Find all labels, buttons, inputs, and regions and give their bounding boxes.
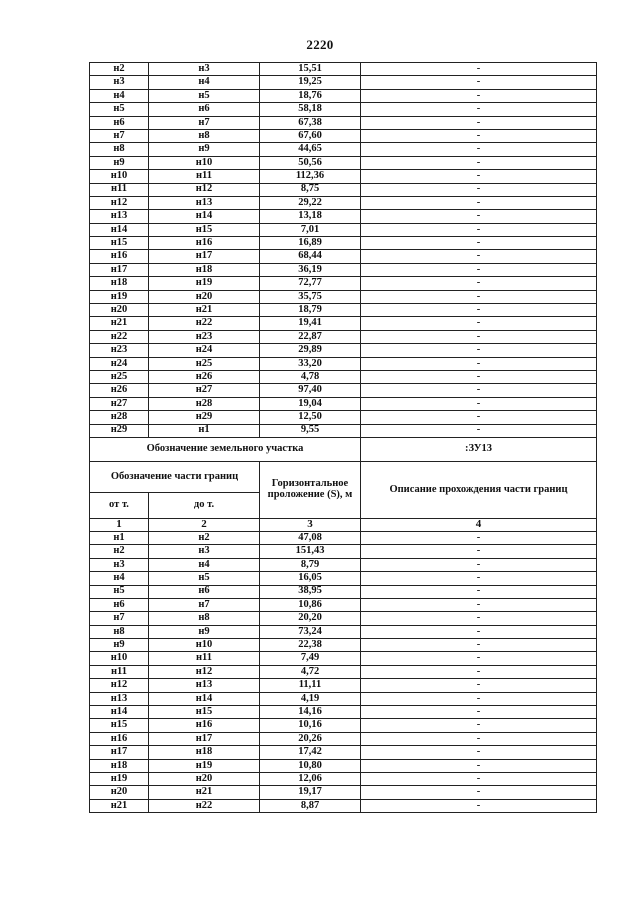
table-row [90, 612, 597, 625]
table-row [90, 63, 597, 76]
table-row [90, 156, 597, 169]
from-point: н25 [90, 370, 149, 383]
boundary-description: - [361, 612, 597, 625]
horizontal-distance: 18,76 [260, 89, 361, 102]
table-row [90, 531, 597, 544]
horizontal-distance: 14,16 [260, 706, 361, 719]
to-point: н3 [149, 545, 260, 558]
table-row [90, 786, 597, 799]
horizontal-distance: 19,41 [260, 317, 361, 330]
to-point: н21 [149, 786, 260, 799]
boundary-description: - [361, 330, 597, 343]
from-point: н22 [90, 330, 149, 343]
horizontal-distance: 8,87 [260, 799, 361, 812]
horizontal-distance: 12,06 [260, 772, 361, 785]
table-row [90, 397, 597, 410]
to-point: н10 [149, 639, 260, 652]
from-point: н11 [90, 183, 149, 196]
horizontal-distance: 11,11 [260, 679, 361, 692]
to-point: н20 [149, 772, 260, 785]
to-point: н3 [149, 63, 260, 76]
horizontal-distance: 29,89 [260, 344, 361, 357]
horizontal-distance: 18,79 [260, 304, 361, 317]
from-point: н11 [90, 665, 149, 678]
horizontal-distance: 67,60 [260, 129, 361, 142]
table-row [90, 250, 597, 263]
horizontal-distance: 20,26 [260, 732, 361, 745]
from-point: н19 [90, 290, 149, 303]
to-point: н16 [149, 237, 260, 250]
table-row [90, 116, 597, 129]
from-point: н18 [90, 759, 149, 772]
boundary-description: - [361, 746, 597, 759]
from-point: н2 [90, 63, 149, 76]
from-point: н9 [90, 639, 149, 652]
horizontal-distance: 17,42 [260, 746, 361, 759]
from-point: н5 [90, 103, 149, 116]
to-point: н9 [149, 143, 260, 156]
boundary-description: - [361, 397, 597, 410]
to-point: н1 [149, 424, 260, 437]
from-point: н28 [90, 411, 149, 424]
from-point: н10 [90, 170, 149, 183]
horizontal-distance: 68,44 [260, 250, 361, 263]
to-point: н6 [149, 585, 260, 598]
to-point: н8 [149, 129, 260, 142]
boundary-description: - [361, 639, 597, 652]
from-point: н15 [90, 719, 149, 732]
boundary-description: - [361, 357, 597, 370]
boundary-description: - [361, 196, 597, 209]
horizontal-distance: 10,86 [260, 598, 361, 611]
horizontal-distance: 67,38 [260, 116, 361, 129]
table-row [90, 545, 597, 558]
horizontal-distance: 4,19 [260, 692, 361, 705]
boundary-description: - [361, 237, 597, 250]
table-row [90, 706, 597, 719]
table-row [90, 719, 597, 732]
table-row [90, 652, 597, 665]
boundary-description: - [361, 665, 597, 678]
to-point: н18 [149, 746, 260, 759]
to-point: н12 [149, 183, 260, 196]
to-point: н22 [149, 799, 260, 812]
table-row [90, 304, 597, 317]
to-point: н4 [149, 76, 260, 89]
boundary-description: - [361, 384, 597, 397]
table-row [90, 290, 597, 303]
boundary-description: - [361, 370, 597, 383]
from-point: н6 [90, 116, 149, 129]
to-point: н10 [149, 156, 260, 169]
to-point: н13 [149, 196, 260, 209]
table-row [90, 424, 597, 437]
to-point: н15 [149, 706, 260, 719]
to-point: н26 [149, 370, 260, 383]
horizontal-distance: 12,50 [260, 411, 361, 424]
from-point: н12 [90, 679, 149, 692]
boundary-table-bottom [90, 531, 597, 812]
horizontal-distance: 9,55 [260, 424, 361, 437]
from-point: н23 [90, 344, 149, 357]
from-point: н13 [90, 210, 149, 223]
from-point: н7 [90, 129, 149, 142]
boundary-description: - [361, 89, 597, 102]
horizontal-distance: 112,36 [260, 170, 361, 183]
boundary-description: - [361, 63, 597, 76]
table-row [90, 558, 597, 571]
table-row [90, 210, 597, 223]
part-designation-header: Обозначение части границ [90, 461, 260, 492]
to-point: н4 [149, 558, 260, 571]
to-point: н13 [149, 679, 260, 692]
table-row [90, 89, 597, 102]
horizontal-distance: 35,75 [260, 290, 361, 303]
horizontal-distance: 13,18 [260, 210, 361, 223]
boundary-description: - [361, 531, 597, 544]
table-row [90, 129, 597, 142]
from-point: н7 [90, 612, 149, 625]
horizontal-distance: 8,75 [260, 183, 361, 196]
boundary-description: - [361, 183, 597, 196]
description-header: Описание прохождения части границ [361, 461, 597, 518]
boundary-description: - [361, 143, 597, 156]
table-row [90, 183, 597, 196]
boundary-description: - [361, 732, 597, 745]
from-point: н17 [90, 746, 149, 759]
boundary-description: - [361, 344, 597, 357]
boundary-description: - [361, 129, 597, 142]
from-point: н1 [90, 531, 149, 544]
from-point: н21 [90, 799, 149, 812]
from-point: н24 [90, 357, 149, 370]
to-point: н19 [149, 759, 260, 772]
horizontal-distance: 7,49 [260, 652, 361, 665]
from-point: н14 [90, 223, 149, 236]
boundary-description: - [361, 652, 597, 665]
horizontal-distance: 7,01 [260, 223, 361, 236]
boundary-description: - [361, 719, 597, 732]
from-point-header: от т. [90, 492, 149, 518]
from-point: н5 [90, 585, 149, 598]
to-point: н20 [149, 290, 260, 303]
horizontal-distance: 47,08 [260, 531, 361, 544]
horizontal-distance: 73,24 [260, 625, 361, 638]
horizontal-distance: 29,22 [260, 196, 361, 209]
table-row [90, 357, 597, 370]
from-point: н8 [90, 625, 149, 638]
column-number: 4 [361, 518, 597, 531]
horizontal-distance: 19,17 [260, 786, 361, 799]
from-point: н9 [90, 156, 149, 169]
from-point: н6 [90, 598, 149, 611]
boundary-description: - [361, 772, 597, 785]
boundary-description: - [361, 277, 597, 290]
to-point: н12 [149, 665, 260, 678]
from-point: н2 [90, 545, 149, 558]
table-row [90, 772, 597, 785]
boundary-description: - [361, 572, 597, 585]
from-point: н4 [90, 572, 149, 585]
from-point: н20 [90, 304, 149, 317]
to-point: н29 [149, 411, 260, 424]
to-point: н19 [149, 277, 260, 290]
from-point: н14 [90, 706, 149, 719]
boundary-description: - [361, 786, 597, 799]
boundary-description: - [361, 679, 597, 692]
table-row [90, 170, 597, 183]
boundary-description: - [361, 585, 597, 598]
horizontal-distance: 8,79 [260, 558, 361, 571]
horizontal-distance: 10,16 [260, 719, 361, 732]
table-row [90, 384, 597, 397]
from-point: н10 [90, 652, 149, 665]
column-number: 2 [149, 518, 260, 531]
from-point: н3 [90, 558, 149, 571]
table-row [90, 625, 597, 638]
boundary-description: - [361, 170, 597, 183]
to-point: н17 [149, 250, 260, 263]
to-point: н2 [149, 531, 260, 544]
boundary-description: - [361, 304, 597, 317]
boundary-description: - [361, 250, 597, 263]
table-row [90, 263, 597, 276]
horizontal-distance: 38,95 [260, 585, 361, 598]
column-number: 1 [90, 518, 149, 531]
boundary-description: - [361, 210, 597, 223]
to-point: н14 [149, 210, 260, 223]
table-row [90, 223, 597, 236]
boundary-description: - [361, 625, 597, 638]
column-number: 3 [260, 518, 361, 531]
from-point: н3 [90, 76, 149, 89]
from-point: н13 [90, 692, 149, 705]
to-point: н27 [149, 384, 260, 397]
table-row [90, 277, 597, 290]
boundary-description: - [361, 598, 597, 611]
table-row [90, 598, 597, 611]
plot-header [90, 437, 597, 531]
boundary-description: - [361, 706, 597, 719]
to-point: н18 [149, 263, 260, 276]
to-point: н23 [149, 330, 260, 343]
boundary-description: - [361, 424, 597, 437]
boundary-description: - [361, 759, 597, 772]
to-point-header: до т. [149, 492, 260, 518]
horizontal-distance: 10,80 [260, 759, 361, 772]
boundary-description: - [361, 116, 597, 129]
horizontal-distance: 36,19 [260, 263, 361, 276]
plot-label: Обозначение земельного участка [90, 437, 361, 461]
to-point: н15 [149, 223, 260, 236]
table-row [90, 330, 597, 343]
boundary-description: - [361, 799, 597, 812]
table-row [90, 103, 597, 116]
table-row [90, 572, 597, 585]
table-row [90, 143, 597, 156]
table-row [90, 370, 597, 383]
horizontal-distance: 151,43 [260, 545, 361, 558]
to-point: н9 [149, 625, 260, 638]
table-row [90, 799, 597, 812]
table-row [90, 317, 597, 330]
boundary-description: - [361, 317, 597, 330]
boundary-description: - [361, 263, 597, 276]
horizontal-distance: 20,20 [260, 612, 361, 625]
horizontal-distance: 19,25 [260, 76, 361, 89]
horizontal-layout-header: Горизонтальное проложение (S), м [260, 461, 361, 518]
to-point: н24 [149, 344, 260, 357]
table-row [90, 732, 597, 745]
table-row [90, 679, 597, 692]
from-point: н21 [90, 317, 149, 330]
boundary-description: - [361, 76, 597, 89]
from-point: н16 [90, 250, 149, 263]
to-point: н11 [149, 170, 260, 183]
horizontal-distance: 97,40 [260, 384, 361, 397]
from-point: н20 [90, 786, 149, 799]
from-point: н4 [90, 89, 149, 102]
from-point: н29 [90, 424, 149, 437]
boundary-description: - [361, 558, 597, 571]
to-point: н8 [149, 612, 260, 625]
to-point: н14 [149, 692, 260, 705]
horizontal-distance: 16,05 [260, 572, 361, 585]
from-point: н15 [90, 237, 149, 250]
to-point: н21 [149, 304, 260, 317]
boundary-table [89, 62, 597, 813]
from-point: н18 [90, 277, 149, 290]
horizontal-distance: 33,20 [260, 357, 361, 370]
horizontal-distance: 15,51 [260, 63, 361, 76]
to-point: н7 [149, 116, 260, 129]
table-row [90, 344, 597, 357]
from-point: н17 [90, 263, 149, 276]
to-point: н17 [149, 732, 260, 745]
horizontal-distance: 16,89 [260, 237, 361, 250]
horizontal-distance: 22,87 [260, 330, 361, 343]
plot-value: :ЗУ13 [361, 437, 597, 461]
to-point: н5 [149, 89, 260, 102]
table-row [90, 759, 597, 772]
to-point: н25 [149, 357, 260, 370]
table-row [90, 665, 597, 678]
table-row [90, 237, 597, 250]
to-point: н11 [149, 652, 260, 665]
horizontal-distance: 19,04 [260, 397, 361, 410]
horizontal-distance: 4,72 [260, 665, 361, 678]
from-point: н16 [90, 732, 149, 745]
from-point: н8 [90, 143, 149, 156]
boundary-description: - [361, 692, 597, 705]
page-number: 2220 [306, 37, 334, 52]
table-row [90, 639, 597, 652]
boundary-table-top [90, 63, 597, 438]
boundary-description: - [361, 290, 597, 303]
boundary-description: - [361, 223, 597, 236]
table-row [90, 411, 597, 424]
horizontal-distance: 58,18 [260, 103, 361, 116]
to-point: н22 [149, 317, 260, 330]
to-point: н7 [149, 598, 260, 611]
from-point: н19 [90, 772, 149, 785]
from-point: н26 [90, 384, 149, 397]
table-row [90, 76, 597, 89]
horizontal-distance: 4,78 [260, 370, 361, 383]
horizontal-distance: 72,77 [260, 277, 361, 290]
horizontal-distance: 22,38 [260, 639, 361, 652]
from-point: н27 [90, 397, 149, 410]
table-row [90, 585, 597, 598]
to-point: н6 [149, 103, 260, 116]
boundary-description: - [361, 545, 597, 558]
to-point: н28 [149, 397, 260, 410]
table-row [90, 196, 597, 209]
to-point: н5 [149, 572, 260, 585]
to-point: н16 [149, 719, 260, 732]
boundary-description: - [361, 156, 597, 169]
horizontal-distance: 44,65 [260, 143, 361, 156]
from-point: н12 [90, 196, 149, 209]
table-row [90, 746, 597, 759]
horizontal-distance: 50,56 [260, 156, 361, 169]
boundary-description: - [361, 411, 597, 424]
boundary-description: - [361, 103, 597, 116]
table-row [90, 692, 597, 705]
